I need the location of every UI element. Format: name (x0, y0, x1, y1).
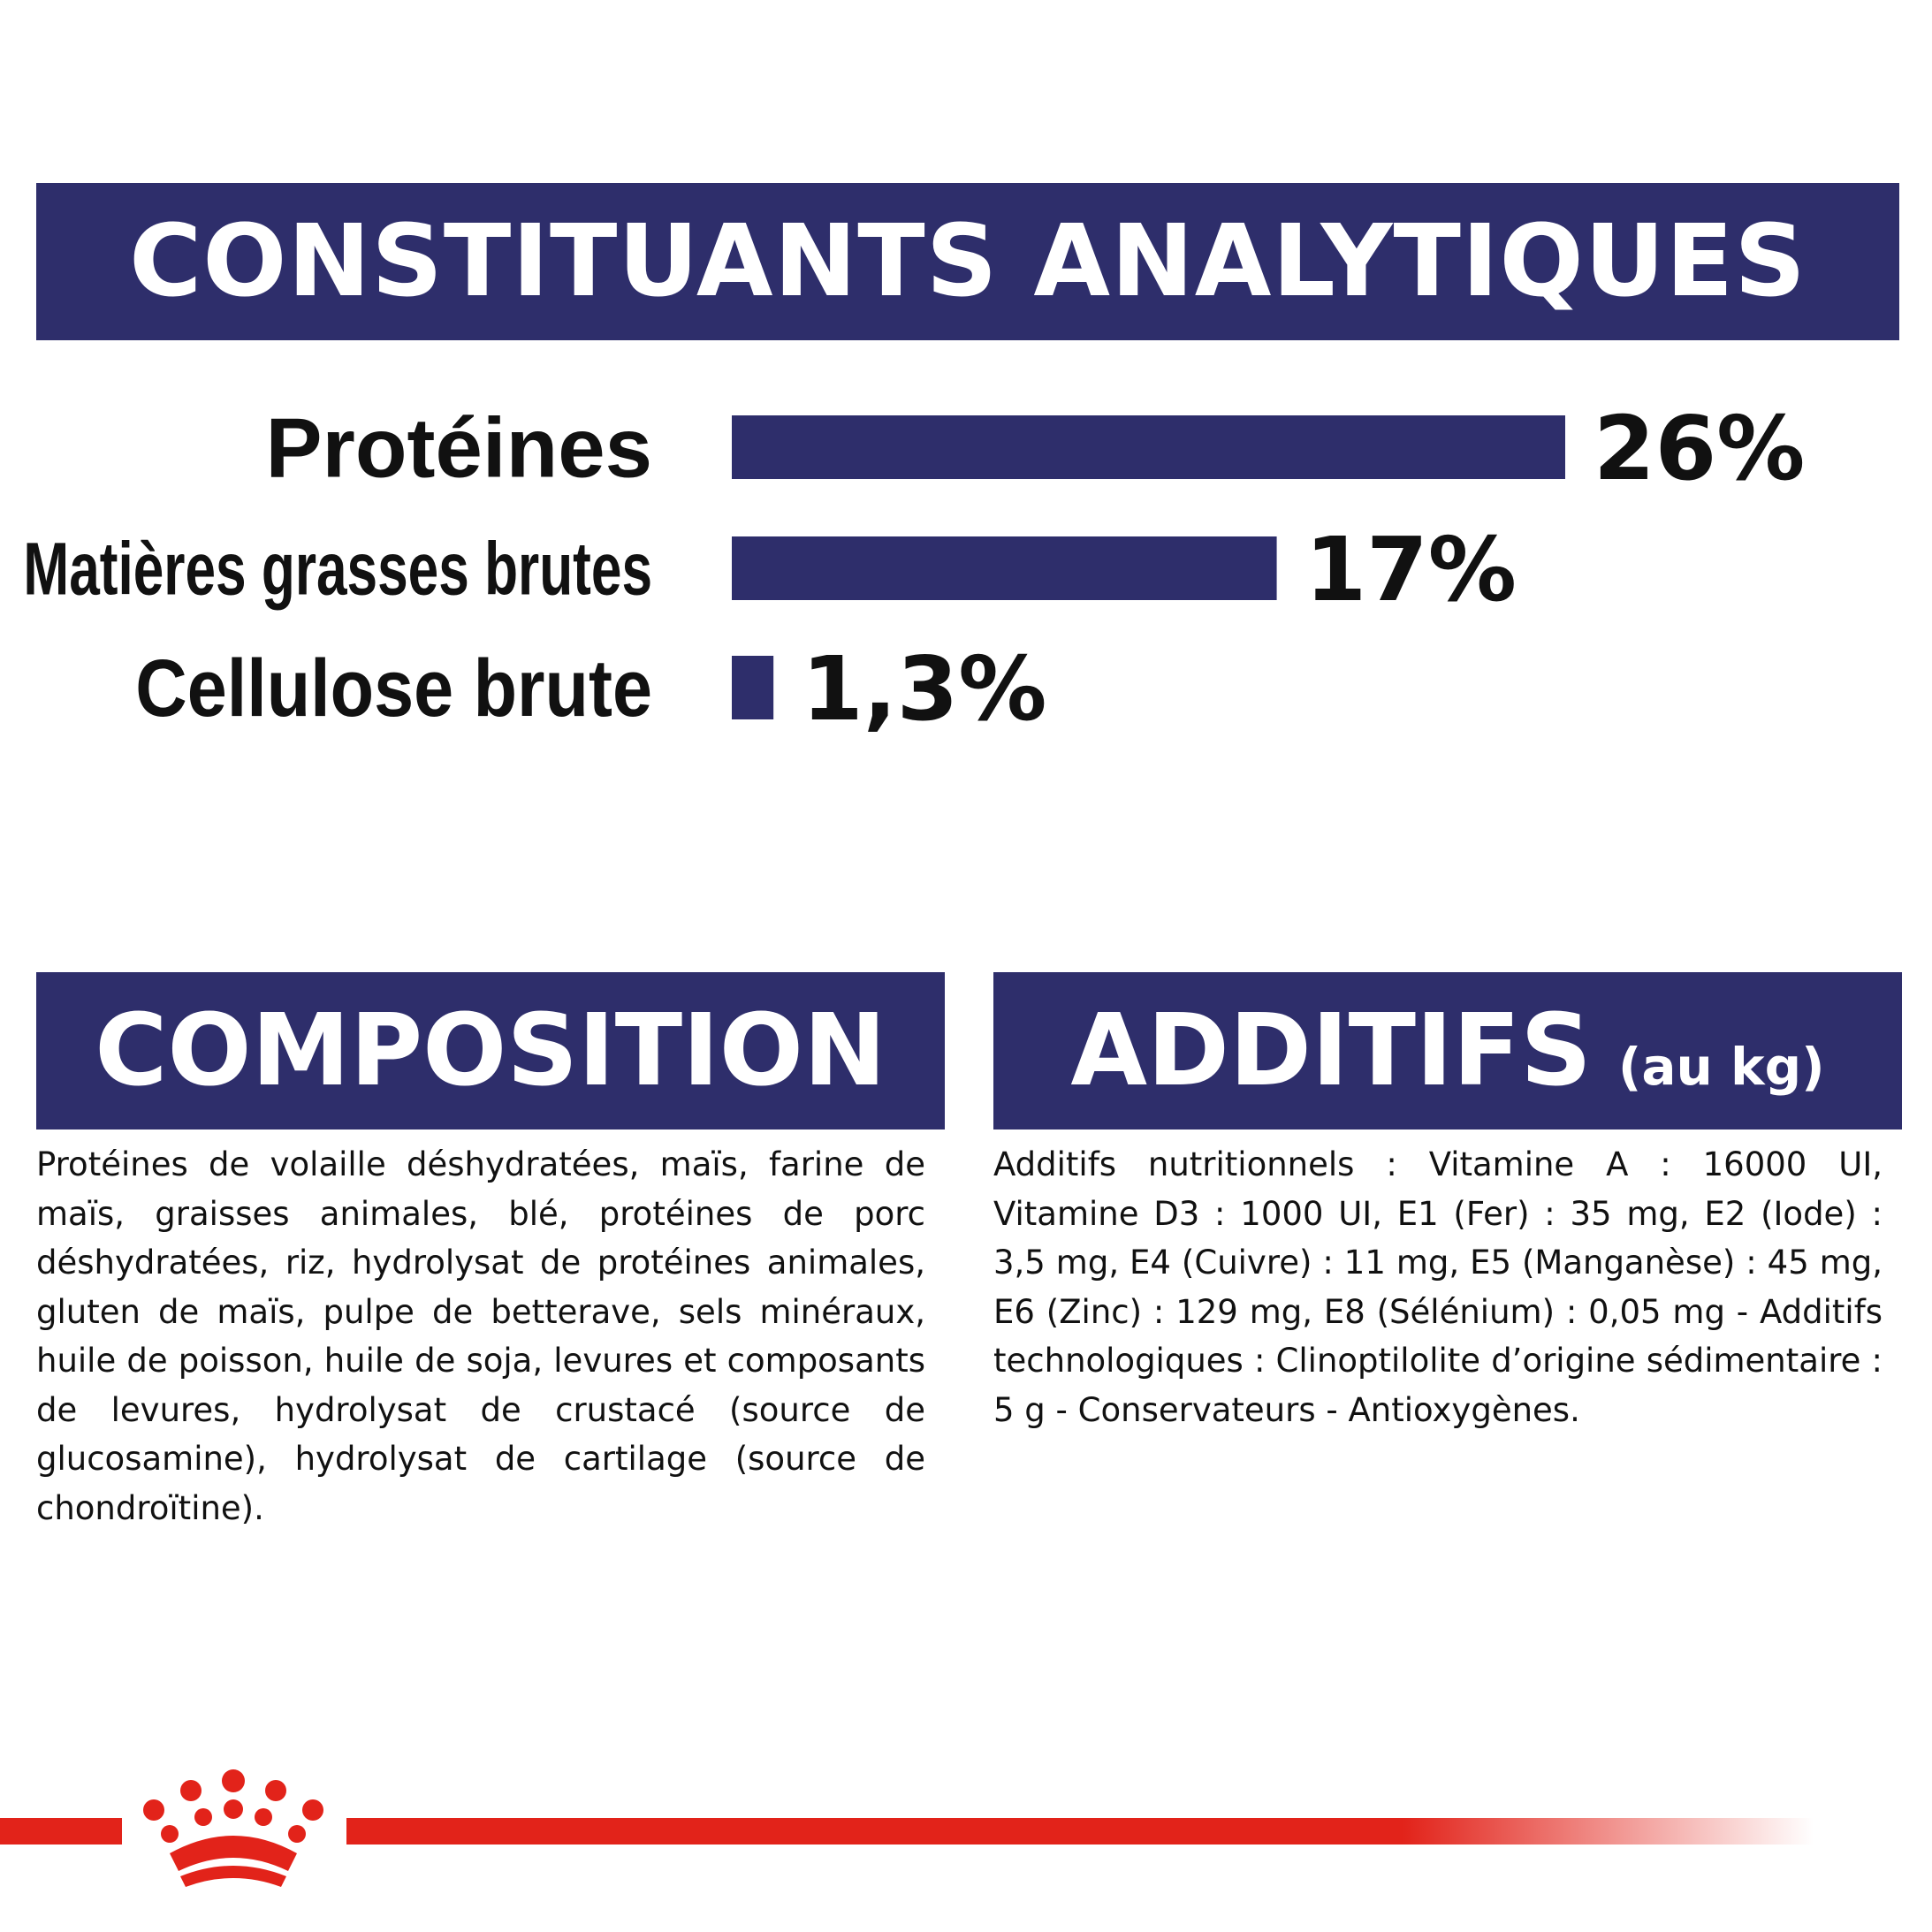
additifs-title: ADDITIFS (1070, 993, 1592, 1108)
additifs-title-suffix: (au kg) (1617, 1037, 1825, 1097)
analytic-title: CONSTITUANTS ANALYTIQUES (129, 204, 1806, 319)
bar (732, 415, 1565, 479)
bar (732, 656, 773, 719)
footer-stripe-right (346, 1818, 1814, 1845)
composition-text: Protéines de volaille déshydratées, maïs, farine de maïs, graisses animales, blé, protéines de porc déshydratées, riz, hydrolysat de protéines animales, gluten de maïs, pulpe de betterave, sels minéraux, huile de poisson, huile de soja, levures et composants de levures, hydrolysat de crustacé (source de glucosamine), hydrolysat de cartilage (source de chondroïtine). (36, 1145, 925, 1527)
composition-title: COMPOSITION (95, 993, 886, 1108)
analytic-bar-chart (0, 389, 1932, 760)
crown-icon (143, 1769, 323, 1887)
value-label: 17% (1304, 518, 1517, 621)
brand-footer (0, 1763, 1932, 1896)
additifs-text: Additifs nutritionnels : Vitamine A : 16000 UI, Vitamine D3 : 1000 UI, E1 (Fer) : 35 mg, E2 (Iode) : 3,5 mg, E4 (Cuivre) : 11 mg, E5 (Manganèse) : 45 mg, E6 (Zinc) : 129 mg, E8 (Sélénium) : 0,05 mg - Additifs technologiques : Clinoptilolite d’origine sédimentaire : 5 g - Conservateurs - Antioxygènes. (993, 1145, 1883, 1429)
value-label: 1,3% (802, 637, 1047, 741)
footer-stripe-left (0, 1818, 122, 1845)
composition-banner (36, 972, 945, 1130)
category-label: Cellulose brute (135, 643, 652, 734)
category-label: Protéines (265, 400, 652, 496)
bar (732, 536, 1277, 600)
category-label: Matières grasses brutes (23, 527, 652, 611)
additifs-banner (993, 972, 1902, 1130)
value-label: 26% (1594, 397, 1806, 500)
analytic-banner (36, 183, 1899, 340)
